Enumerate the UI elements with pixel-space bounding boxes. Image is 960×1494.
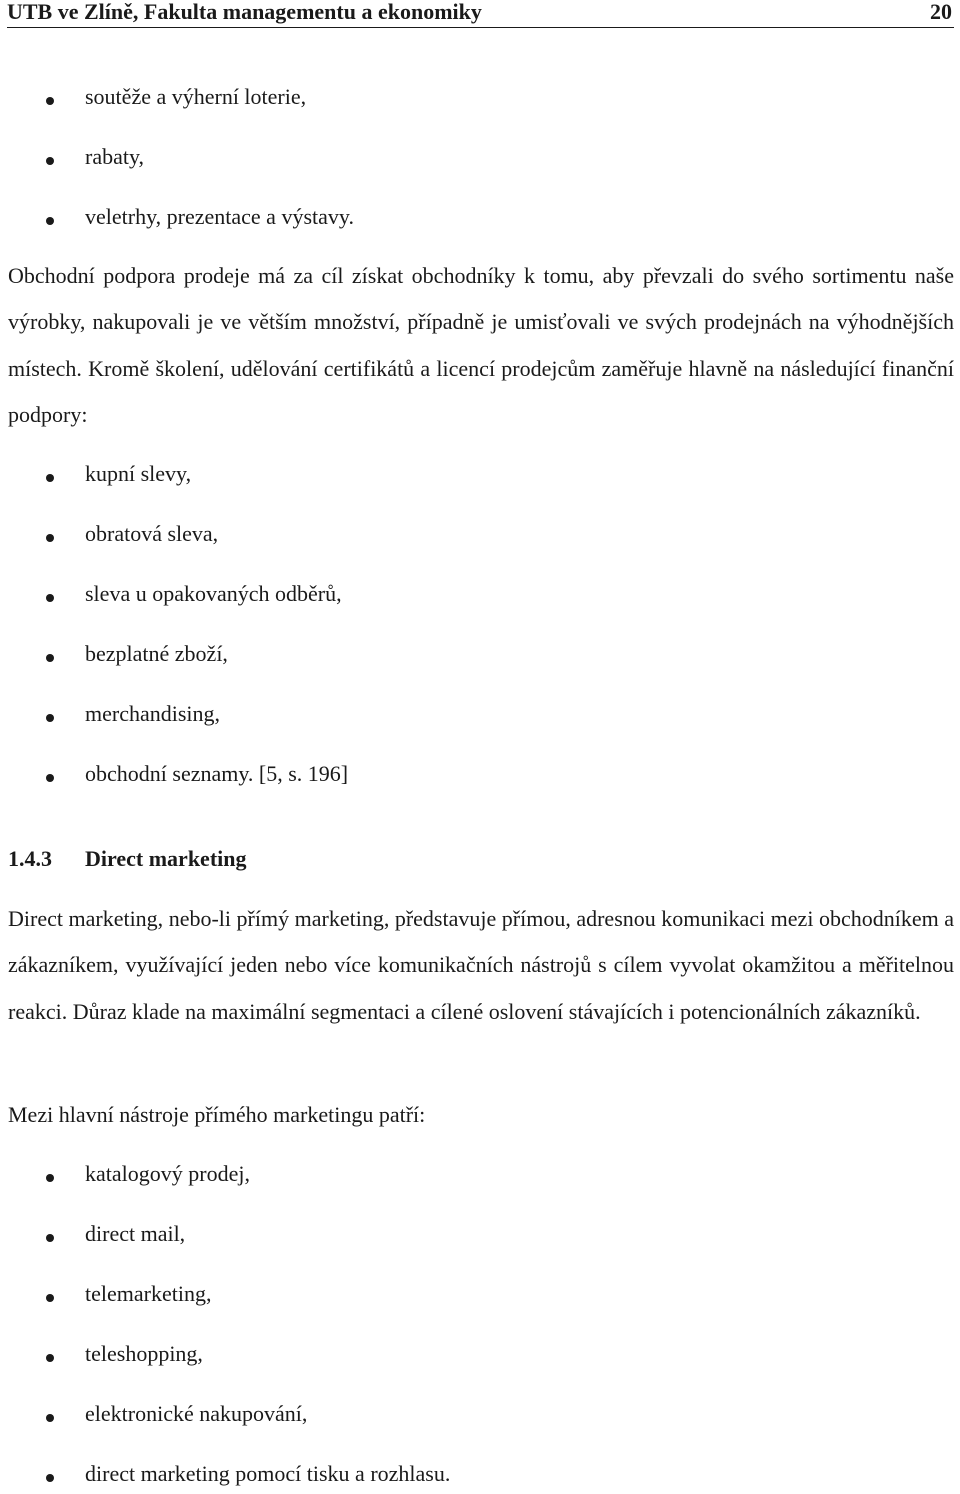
bullet-icon	[46, 1354, 54, 1362]
bullet-icon	[46, 714, 54, 722]
paragraph: Direct marketing, nebo-li přímý marketing, představuje přímou, adresnou komunikaci mezi obchodníkem a zákazníkem, využívající jeden nebo více komunikačních nástrojů s cílem vyvolat okamžitou a měřitelnou reakci. Důraz klade na maximální segmentaci a cílené oslovení stávajících i potencionálních zákazníků.	[8, 906, 954, 1024]
bullet-icon	[46, 534, 54, 542]
page-header	[7, 0, 954, 28]
section-number: 1.4.3	[8, 846, 52, 871]
bullet-icon	[46, 774, 54, 782]
bullet-icon	[46, 594, 54, 602]
bullet-icon	[46, 157, 54, 165]
bullet-icon	[46, 1174, 54, 1182]
paragraph: Obchodní podpora prodeje má za cíl získat obchodníky k tomu, aby převzali do svého sortimentu naše výrobky, nakupovali je ve větším množství, případně je umisťovali ve svých prodejnách na výhodnějších místech. Kromě školení, udělování certifikátů a licencí prodejcům zaměřuje hlavně na následující finanční podpory:	[8, 263, 954, 427]
paragraph: Mezi hlavní nástroje přímého marketingu patří:	[8, 1102, 426, 1127]
document-page: UTB ve Zlíně, Fakulta managementu a ekonomiky 20 soutěže a výherní loterie, rabaty, veletrhy, prezentace a výstavy. Obchodní podpora prodeje má za cíl získat obchodníky k tomu, aby převzali do svého sortimentu naše výrobky, nakupovali je ve větším množství, případně je umisťovali ve svých prodejnách na výhodnějších místech. Kromě školení, udělování certifikátů a licencí prodejcům zaměřuje hlavně na následující finanční podpory: kupní slevy, obratová sleva, sleva u opakovaných odběrů, bezplatné zboží, merchandising, obchodní seznamy. [5, s. 196] 1.4.3 Direct marketing Direct marketing, nebo-li přímý marketing, představuje přímou, adresnou komunikaci mezi obchodníkem a zákazníkem, využívající jeden nebo více komunikačních nástrojů s cílem vyvolat okamžitou a měřitelnou reakci. Důraz klade na maximální segmentaci a cílené oslovení stávajících i potencionálních zákazníků. Mezi hlavní nástroje přímého marketingu patří: katalogový prodej, direct mail, telemarketing, teleshopping, elektronické nakupování, direct marketing pomocí tisku a rozhlasu.	[7, 0, 954, 1486]
header-title: UTB ve Zlíně, Fakulta managementu a ekonomiky	[7, 0, 482, 24]
bullet-icon	[46, 1474, 54, 1482]
bullet-icon	[46, 217, 54, 225]
bullet-icon	[46, 97, 54, 105]
section-title: Direct marketing	[85, 846, 247, 871]
bullet-icon	[46, 1294, 54, 1302]
bullet-icon	[46, 474, 54, 482]
bullet-icon	[46, 1414, 54, 1422]
section-heading	[8, 846, 247, 872]
page-number: 20	[930, 0, 952, 24]
bullet-icon	[46, 654, 54, 662]
bullet-icon	[46, 1234, 54, 1242]
